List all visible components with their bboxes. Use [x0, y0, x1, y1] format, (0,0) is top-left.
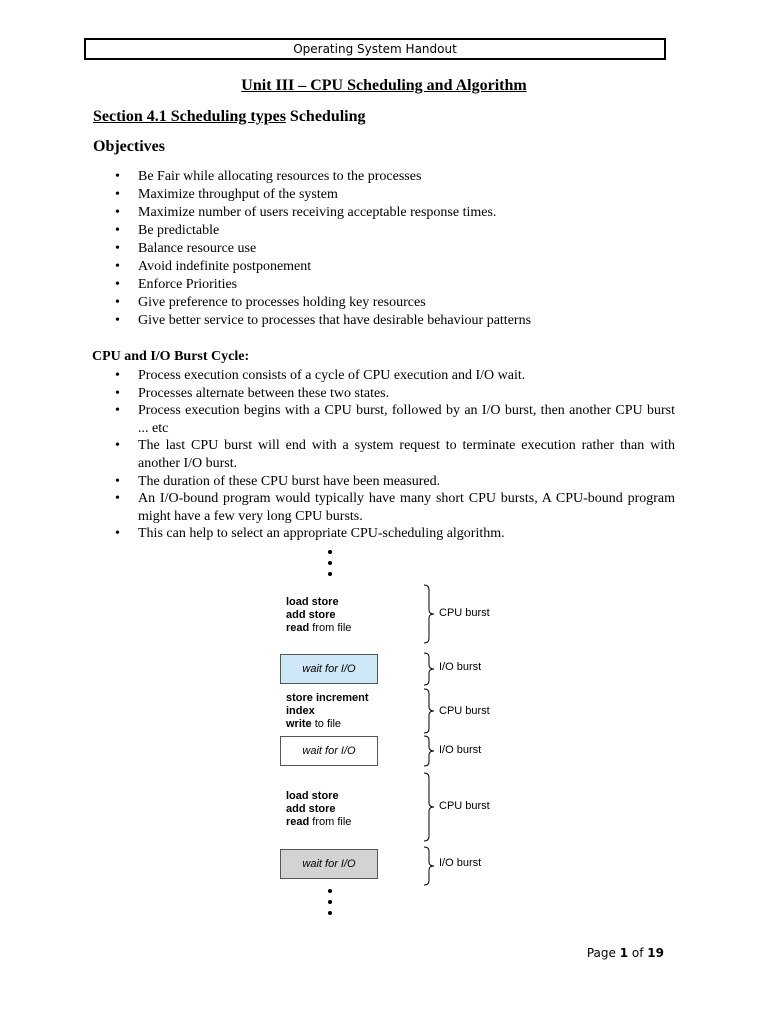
burst-cycle-list — [93, 367, 675, 543]
objectives-list — [93, 168, 593, 330]
cpu-burst-label: CPU burst — [439, 800, 490, 812]
code-line: add store — [286, 803, 336, 815]
code-keyword: read — [286, 622, 310, 634]
list-item: • Give preference to processes holding key resources — [93, 294, 593, 312]
wait-box-2 — [280, 736, 378, 766]
list-item: • The last CPU burst will end with a system request to terminate execution rather than with another I/O burst. — [93, 437, 675, 472]
list-item: • The duration of these CPU burst have been measured. — [93, 473, 675, 491]
header-text: Operating System Handout — [293, 42, 457, 56]
page-footer — [587, 946, 664, 960]
code-keyword: read — [286, 816, 310, 828]
page-header — [84, 38, 666, 60]
code-block-1 — [286, 596, 351, 635]
code-line: index — [286, 705, 315, 717]
section-title-underlined: Section 4.1 Scheduling types — [93, 108, 286, 125]
code-line: load store — [286, 790, 339, 802]
list-item: • Process execution begins with a CPU burst, followed by an I/O burst, then another CPU burst ... etc — [93, 402, 675, 437]
io-burst-label: I/O burst — [439, 857, 482, 869]
wait-label: wait for I/O — [302, 745, 356, 757]
code-keyword: write — [286, 718, 312, 730]
cpu-burst-label: CPU burst — [439, 607, 490, 619]
brace-icon — [423, 846, 437, 886]
section-title-rest: Scheduling — [285, 108, 366, 125]
code-text: to file — [311, 718, 342, 730]
list-item: • An I/O-bound program would typically have many short CPU bursts, A CPU-bound program might have a few very long CPU bursts. — [93, 490, 675, 525]
ellipsis-dot — [328, 900, 332, 904]
unit-title: Unit III – CPU Scheduling and Algorithm — [241, 77, 527, 94]
list-item: • Enforce Priorities — [93, 276, 593, 294]
code-text: from file — [309, 816, 352, 828]
list-item: • Maximize throughput of the system — [93, 186, 593, 204]
objectives-heading: Objectives — [93, 138, 165, 155]
list-item: • Balance resource use — [93, 240, 593, 258]
code-block-3 — [286, 790, 351, 829]
burst-cycle-heading: CPU and I/O Burst Cycle: — [92, 349, 250, 364]
ellipsis-dot — [328, 572, 332, 576]
list-item: • Be predictable — [93, 222, 593, 240]
section-title — [93, 108, 366, 126]
cpu-burst-label: CPU burst — [439, 705, 490, 717]
code-line: load store — [286, 596, 339, 608]
list-item: • Maximize number of users receiving acceptable response times. — [93, 204, 593, 222]
ellipsis-dot — [328, 561, 332, 565]
brace-icon — [423, 772, 437, 842]
wait-label: wait for I/O — [302, 663, 356, 675]
ellipsis-dot — [328, 911, 332, 915]
ellipsis-dot — [328, 889, 332, 893]
wait-box-3 — [280, 849, 378, 879]
footer-current-page: 1 — [619, 946, 629, 960]
list-item: • Give better service to processes that have desirable behaviour patterns — [93, 312, 593, 330]
ellipsis-dot — [328, 550, 332, 554]
list-item: • Be Fair while allocating resources to the processes — [93, 168, 593, 186]
code-line: store increment — [286, 692, 369, 704]
io-burst-label: I/O burst — [439, 661, 482, 673]
io-burst-label: I/O burst — [439, 744, 482, 756]
code-block-2 — [286, 692, 369, 731]
code-line: add store — [286, 609, 336, 621]
list-item: • Process execution consists of a cycle of CPU execution and I/O wait. — [93, 367, 675, 385]
footer-prefix: Page — [586, 946, 620, 960]
list-item: • Avoid indefinite postponement — [93, 258, 593, 276]
list-item: • This can help to select an appropriate CPU-scheduling algorithm. — [93, 525, 675, 543]
wait-label: wait for I/O — [302, 858, 356, 870]
brace-icon — [423, 652, 437, 686]
brace-icon — [423, 688, 437, 734]
brace-icon — [423, 584, 437, 644]
brace-icon — [423, 735, 437, 767]
footer-middle: of — [628, 946, 648, 960]
wait-box-1 — [280, 654, 378, 684]
list-item: • Processes alternate between these two states. — [93, 385, 675, 403]
code-text: from file — [309, 622, 352, 634]
footer-total-pages: 19 — [647, 946, 664, 960]
